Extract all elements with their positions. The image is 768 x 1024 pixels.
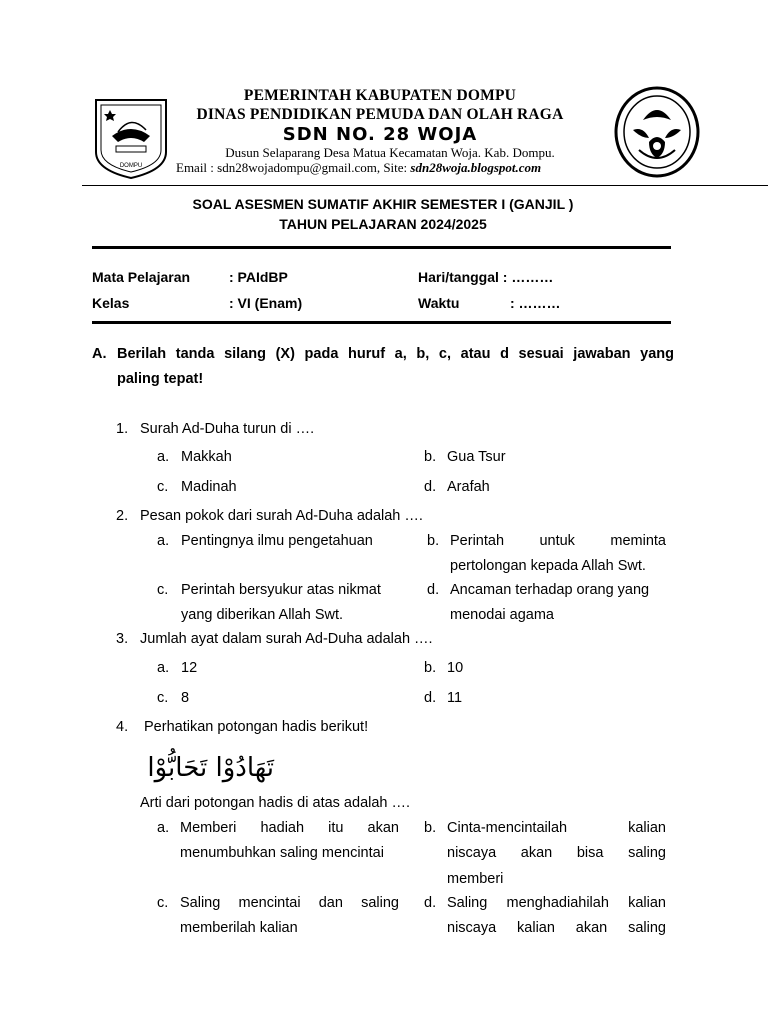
option-c[interactable]: 8 xyxy=(181,690,190,706)
question-number: 3. xyxy=(116,631,129,647)
site-link[interactable]: sdn28woja.blogspot.com xyxy=(410,160,542,175)
option-d-line2[interactable]: niscaya kalian akan saling xyxy=(447,920,666,936)
arabic-hadith: تَهَادُوْا تَحَابُّوْا xyxy=(147,753,274,783)
exam-title: SOAL ASESMEN SUMATIF AKHIR SEMESTER I (GANJIL ) xyxy=(192,196,574,212)
option-letter-b[interactable]: b. xyxy=(427,533,440,549)
option-letter-c[interactable]: c. xyxy=(157,479,169,495)
question-number: 1. xyxy=(116,421,129,437)
question-prompt: Arti dari potongan hadis di atas adalah …. xyxy=(140,795,411,811)
option-b-line2[interactable]: niscaya akan bisa saling xyxy=(447,845,666,861)
date-label: Hari/tanggal : ……… xyxy=(418,269,554,285)
site-label: Site: xyxy=(383,160,408,175)
option-b-line1[interactable]: Perintah untuk meminta xyxy=(450,533,666,549)
option-a[interactable]: 12 xyxy=(181,660,198,676)
option-b[interactable]: 10 xyxy=(447,660,464,676)
option-letter-b[interactable]: b. xyxy=(424,820,437,836)
option-letter-a[interactable]: a. xyxy=(157,820,170,836)
question-number: 4. xyxy=(116,719,129,735)
right-tut-wuri-logo xyxy=(613,86,701,178)
kop-address: Dusun Selaparang Desa Matua Kecamatan Woja. Kab. Dompu. xyxy=(225,145,555,160)
title-divider xyxy=(92,246,671,249)
option-a[interactable]: Makkah xyxy=(181,449,232,465)
subject-value: : PAIdBP xyxy=(229,269,288,285)
option-letter-d[interactable]: d. xyxy=(424,479,437,495)
regency-shield-icon xyxy=(92,96,170,180)
option-b-line2[interactable]: pertolongan kepada Allah Swt. xyxy=(450,558,646,574)
option-b-line3[interactable]: memberi xyxy=(447,871,504,887)
option-d[interactable]: 11 xyxy=(447,690,463,706)
option-d[interactable]: Arafah xyxy=(447,479,490,495)
time-label: Waktu xyxy=(418,295,460,311)
question-text: Perhatikan potongan hadis berikut! xyxy=(144,719,369,735)
question-text: Surah Ad-Duha turun di …. xyxy=(140,421,315,437)
tut-wuri-handayani-icon xyxy=(613,86,701,178)
email-link[interactable]: sdn28wojadompu@gmail.com, xyxy=(217,160,381,175)
option-letter-a[interactable]: a. xyxy=(157,449,170,465)
kop-department: DINAS PENDIDIKAN PEMUDA DAN OLAH RAGA xyxy=(196,106,564,123)
option-a-line1[interactable]: Memberi hadiah itu akan xyxy=(180,820,399,836)
question-number: 2. xyxy=(116,508,129,524)
left-logo-caption: DOMPU xyxy=(119,163,143,169)
option-c-line1[interactable]: Saling mencintai dan saling xyxy=(180,895,399,911)
option-letter-d[interactable]: d. xyxy=(427,582,440,598)
option-d-line1[interactable]: Ancaman terhadap orang yang xyxy=(450,582,650,598)
option-c-line2[interactable]: yang diberikan Allah Swt. xyxy=(181,607,344,623)
class-value: : VI (Enam) xyxy=(229,295,303,311)
section-instruction-line1: Berilah tanda silang (X) pada huruf a, b, c, atau d sesuai jawaban yang xyxy=(117,346,674,362)
option-a-line2[interactable]: menumbuhkan saling mencintai xyxy=(180,845,384,861)
option-letter-c[interactable]: c. xyxy=(157,690,169,706)
section-instruction-line2: paling tepat! xyxy=(117,371,204,387)
kop-government: PEMERINTAH KABUPATEN DOMPU xyxy=(243,87,517,104)
option-c[interactable]: Madinah xyxy=(181,479,237,495)
section-letter: A. xyxy=(92,346,107,362)
question-text: Jumlah ayat dalam surah Ad-Duha adalah …. xyxy=(140,631,433,647)
option-letter-a[interactable]: a. xyxy=(157,660,170,676)
option-c-line1[interactable]: Perintah bersyukur atas nikmat xyxy=(181,582,381,598)
option-c-line2[interactable]: memberilah kalian xyxy=(180,920,298,936)
option-b[interactable]: Gua Tsur xyxy=(447,449,506,465)
exam-year: TAHUN PELAJARAN 2024/2025 xyxy=(279,216,487,232)
kop-school-name: SDN NO. 28 WOJA xyxy=(282,124,478,145)
left-regency-logo xyxy=(92,96,170,180)
option-letter-d[interactable]: d. xyxy=(424,690,437,706)
option-letter-d[interactable]: d. xyxy=(424,895,437,911)
kop-contact xyxy=(176,160,596,176)
option-letter-c[interactable]: c. xyxy=(157,895,169,911)
email-label: Email : xyxy=(176,160,214,175)
option-a[interactable]: Pentingnya ilmu pengetahuan xyxy=(181,533,373,549)
option-letter-b[interactable]: b. xyxy=(424,449,437,465)
option-letter-c[interactable]: c. xyxy=(157,582,169,598)
option-letter-a[interactable]: a. xyxy=(157,533,170,549)
option-d-line1[interactable]: Saling menghadiahilah kalian xyxy=(447,895,666,911)
time-value: : ……… xyxy=(510,295,561,311)
kop-divider xyxy=(82,185,768,186)
info-divider xyxy=(92,321,671,324)
option-letter-b[interactable]: b. xyxy=(424,660,437,676)
subject-label: Mata Pelajaran xyxy=(92,269,191,285)
class-label: Kelas xyxy=(92,295,130,311)
question-text: Pesan pokok dari surah Ad-Duha adalah …. xyxy=(140,508,423,524)
option-d-line2[interactable]: menodai agama xyxy=(450,607,554,623)
option-b-line1[interactable]: Cinta-mencintailah kalian xyxy=(447,820,666,836)
